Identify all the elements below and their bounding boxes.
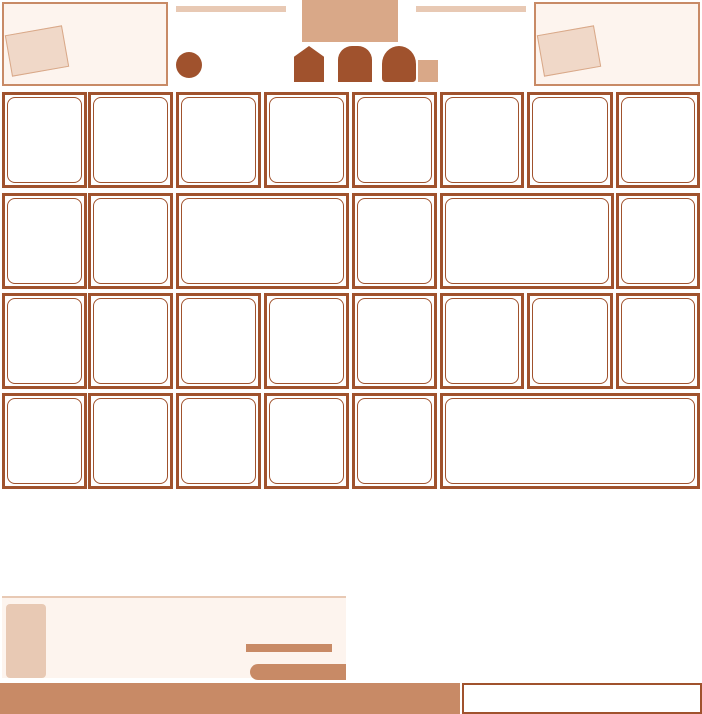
ad-frame	[532, 97, 608, 183]
classified-ad[interactable]	[88, 193, 173, 289]
classified-ad[interactable]	[88, 92, 173, 188]
classified-ad[interactable]	[176, 92, 261, 188]
classified-ad[interactable]	[176, 393, 261, 489]
bottom-numbers-bar	[0, 683, 460, 714]
ad-frame	[7, 298, 82, 384]
chair-icon	[418, 60, 438, 82]
ad-frame	[269, 298, 344, 384]
classified-ad[interactable]	[2, 293, 87, 389]
classified-ad[interactable]	[527, 293, 613, 389]
ad-frame	[357, 198, 432, 284]
classified-ad[interactable]	[352, 393, 437, 489]
classified-ad[interactable]	[2, 393, 87, 489]
classified-ad[interactable]	[616, 293, 700, 389]
classified-ad[interactable]	[88, 293, 173, 389]
ad-frame	[445, 97, 519, 183]
header-center	[172, 0, 530, 88]
ad-frame	[269, 97, 344, 183]
ad-frame	[445, 298, 519, 384]
phone-dial-icon	[176, 52, 202, 78]
ad-frame	[269, 398, 344, 484]
ad-frame	[445, 398, 695, 484]
classified-ad[interactable]	[440, 193, 614, 289]
ad-frame	[93, 298, 168, 384]
ad-frame	[621, 198, 695, 284]
classified-ad[interactable]	[88, 393, 173, 489]
ad-frame	[445, 198, 609, 284]
classified-ad[interactable]	[440, 393, 700, 489]
classified-ad[interactable]	[616, 193, 700, 289]
classified-ad[interactable]	[352, 193, 437, 289]
ad-frame	[532, 298, 608, 384]
promo-banner[interactable]	[2, 596, 346, 678]
classified-ad[interactable]	[264, 293, 349, 389]
promo-brand-sub	[246, 644, 332, 652]
house-tree-icon	[382, 46, 416, 82]
classified-ad[interactable]	[616, 92, 700, 188]
section-brand	[302, 0, 398, 42]
businessmen-icon	[338, 46, 372, 82]
header-ad-box-right[interactable]	[534, 2, 700, 86]
divider	[176, 6, 286, 12]
classified-ad[interactable]	[264, 92, 349, 188]
classified-ad[interactable]	[527, 92, 613, 188]
classified-ad[interactable]	[352, 293, 437, 389]
newspaper-icon	[537, 25, 601, 76]
ad-frame	[357, 398, 432, 484]
header-ad-box-left[interactable]	[2, 2, 168, 86]
classified-ad[interactable]	[352, 92, 437, 188]
ad-frame	[181, 198, 344, 284]
newspaper-icon	[5, 25, 69, 76]
classified-ad[interactable]	[176, 193, 349, 289]
classified-ad[interactable]	[2, 193, 87, 289]
promo-contact-label	[250, 664, 346, 680]
ad-frame	[621, 97, 695, 183]
ad-frame	[357, 298, 432, 384]
classified-ad[interactable]	[176, 293, 261, 389]
ad-frame	[93, 198, 168, 284]
ad-frame	[7, 198, 82, 284]
ad-frame	[181, 97, 256, 183]
ad-frame	[93, 97, 168, 183]
divider	[416, 6, 526, 12]
classified-ad[interactable]	[264, 393, 349, 489]
ad-frame	[7, 97, 82, 183]
ad-frame	[621, 298, 695, 384]
classified-ad[interactable]	[440, 92, 524, 188]
ad-frame	[181, 298, 256, 384]
car-garage-icon	[294, 46, 324, 82]
ad-frame	[93, 398, 168, 484]
classified-ad[interactable]	[2, 92, 87, 188]
advertise-here-box[interactable]	[462, 683, 702, 714]
classified-ad[interactable]	[440, 293, 524, 389]
ad-frame	[181, 398, 256, 484]
shopping-cart-icon	[6, 604, 46, 678]
ad-frame	[7, 398, 82, 484]
ad-frame	[357, 97, 432, 183]
